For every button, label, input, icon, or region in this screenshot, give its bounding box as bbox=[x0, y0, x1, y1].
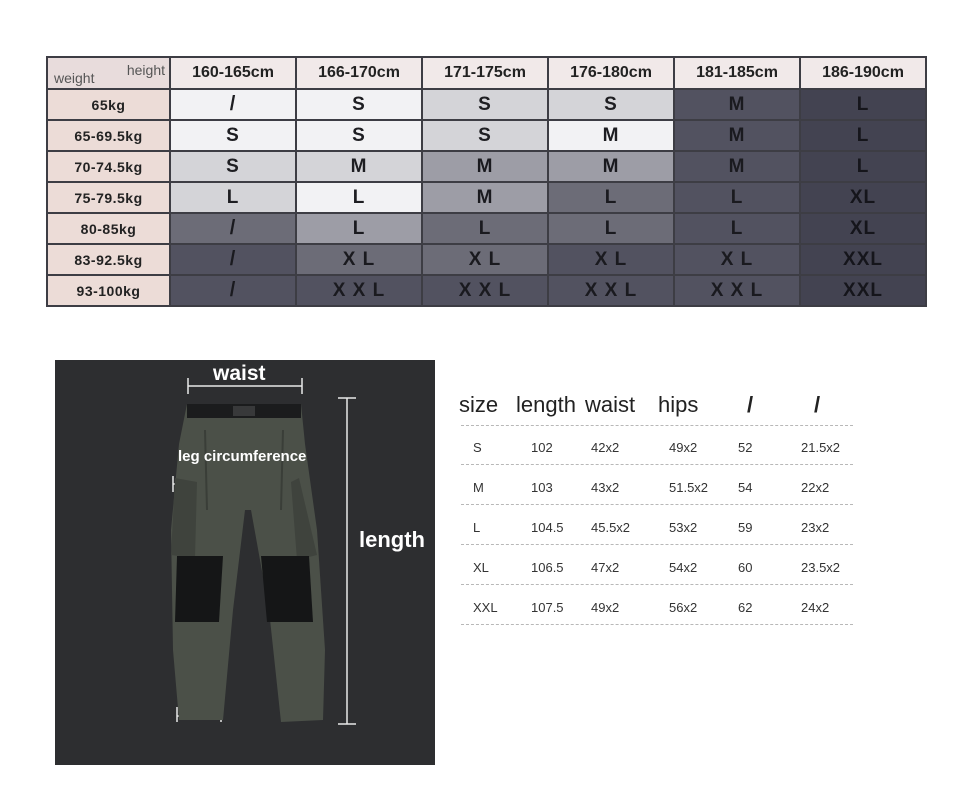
length-label: length bbox=[359, 527, 425, 552]
size-cell: / bbox=[170, 213, 296, 244]
spec-col5-cell: 52 bbox=[738, 440, 753, 455]
spec-size-cell: XL bbox=[473, 560, 489, 575]
size-cell: M bbox=[296, 151, 422, 182]
size-cell: L bbox=[800, 151, 926, 182]
spec-hips-cell: 53x2 bbox=[669, 520, 698, 535]
size-chart-row bbox=[47, 244, 926, 275]
size-cell: L bbox=[296, 213, 422, 244]
size-chart-row bbox=[47, 275, 926, 306]
size-cell: L bbox=[800, 120, 926, 151]
size-cell: M bbox=[674, 120, 800, 151]
size-cell: XXL bbox=[800, 244, 926, 275]
pants-photo bbox=[55, 360, 435, 765]
height-col-3: 171-175cm bbox=[422, 57, 548, 89]
spec-size-cell: L bbox=[473, 520, 481, 535]
spec-length-cell: 104.5 bbox=[531, 520, 564, 535]
size-cell: M bbox=[422, 182, 548, 213]
size-cell: / bbox=[170, 244, 296, 275]
size-cell: S bbox=[296, 89, 422, 120]
size-chart-corner bbox=[47, 57, 170, 89]
spec-table-row bbox=[461, 426, 853, 465]
size-chart-table bbox=[46, 56, 927, 307]
size-cell: M bbox=[548, 151, 674, 182]
size-cell: M bbox=[548, 120, 674, 151]
spec-table-row bbox=[461, 466, 853, 505]
size-cell: S bbox=[170, 151, 296, 182]
spec-size-cell: XXL bbox=[473, 600, 498, 615]
height-col-4: 176-180cm bbox=[548, 57, 674, 89]
spec-hips-cell: 56x2 bbox=[669, 600, 698, 615]
spec-waist-cell: 43x2 bbox=[591, 480, 620, 495]
spec-col6-cell: 23.5x2 bbox=[801, 560, 841, 575]
spec-col5-cell: 60 bbox=[738, 560, 753, 575]
spec-col6-cell: 24x2 bbox=[801, 600, 830, 615]
size-cell: M bbox=[674, 151, 800, 182]
corner-height-label: height bbox=[126, 62, 165, 78]
spec-col5-cell: 59 bbox=[738, 520, 753, 535]
spec-header-size: size bbox=[459, 392, 499, 417]
spec-header-waist: waist bbox=[585, 392, 636, 417]
size-cell: X L bbox=[296, 244, 422, 275]
size-cell: S bbox=[170, 120, 296, 151]
spec-table-row bbox=[461, 586, 853, 625]
size-chart-row bbox=[47, 213, 926, 244]
weight-row-label: 83-92.5kg bbox=[47, 244, 170, 275]
spec-hips-cell: 54x2 bbox=[669, 560, 698, 575]
size-cell: X X L bbox=[548, 275, 674, 306]
size-cell: L bbox=[800, 89, 926, 120]
spec-table-row bbox=[461, 546, 853, 585]
spec-header-length: length bbox=[516, 392, 576, 417]
size-cell: X X L bbox=[422, 275, 548, 306]
size-chart-header-row bbox=[47, 57, 926, 89]
size-cell: L bbox=[422, 213, 548, 244]
size-cell: X L bbox=[422, 244, 548, 275]
spec-waist-cell: 49x2 bbox=[591, 600, 620, 615]
weight-row-label: 80-85kg bbox=[47, 213, 170, 244]
size-cell: / bbox=[170, 275, 296, 306]
spec-col6-cell: 23x2 bbox=[801, 520, 830, 535]
size-cell: S bbox=[548, 89, 674, 120]
spec-hips-cell: 49x2 bbox=[669, 440, 698, 455]
length-measure-line bbox=[338, 398, 356, 724]
size-cell: L bbox=[674, 213, 800, 244]
spec-hips-cell: 51.5x2 bbox=[669, 480, 709, 495]
pants-illustration bbox=[55, 360, 435, 765]
length-label-wrap bbox=[359, 527, 435, 553]
size-cell: / bbox=[170, 89, 296, 120]
weight-row-label: 65-69.5kg bbox=[47, 120, 170, 151]
spec-length-cell: 102 bbox=[531, 440, 553, 455]
spec-length-cell: 103 bbox=[531, 480, 553, 495]
spec-waist-cell: 47x2 bbox=[591, 560, 620, 575]
spec-header-hips: hips bbox=[658, 392, 699, 417]
size-cell: X X L bbox=[674, 275, 800, 306]
size-cell: XL bbox=[800, 182, 926, 213]
spec-size-cell: S bbox=[473, 440, 482, 455]
spec-header-slash-2: / bbox=[814, 392, 821, 417]
size-cell: S bbox=[422, 89, 548, 120]
size-cell: L bbox=[674, 182, 800, 213]
spec-length-cell: 106.5 bbox=[531, 560, 564, 575]
size-cell: S bbox=[296, 120, 422, 151]
size-cell: S bbox=[422, 120, 548, 151]
size-chart-row bbox=[47, 89, 926, 120]
spec-size-cell: M bbox=[473, 480, 484, 495]
size-cell: L bbox=[548, 182, 674, 213]
spec-header-slash-1: / bbox=[747, 392, 754, 417]
leg-circumference-label: leg circumference bbox=[178, 448, 307, 465]
height-col-1: 160-165cm bbox=[170, 57, 296, 89]
size-chart-row bbox=[47, 151, 926, 182]
size-cell: L bbox=[548, 213, 674, 244]
spec-col5-cell: 54 bbox=[738, 480, 753, 495]
corner-weight-label: weight bbox=[54, 70, 95, 86]
size-chart-row bbox=[47, 120, 926, 151]
height-col-2: 166-170cm bbox=[296, 57, 422, 89]
spec-col5-cell: 62 bbox=[738, 600, 753, 615]
spec-waist-cell: 45.5x2 bbox=[591, 520, 631, 535]
size-cell: L bbox=[296, 182, 422, 213]
size-cell: X L bbox=[548, 244, 674, 275]
size-chart-body bbox=[47, 89, 926, 306]
weight-row-label: 65kg bbox=[47, 89, 170, 120]
spec-col6-cell: 21.5x2 bbox=[801, 440, 841, 455]
size-cell: X L bbox=[674, 244, 800, 275]
spec-table-row bbox=[461, 506, 853, 545]
height-col-6: 186-190cm bbox=[800, 57, 926, 89]
height-col-5: 181-185cm bbox=[674, 57, 800, 89]
weight-row-label: 75-79.5kg bbox=[47, 182, 170, 213]
size-cell: XL bbox=[800, 213, 926, 244]
spec-length-cell: 107.5 bbox=[531, 600, 564, 615]
size-cell: M bbox=[422, 151, 548, 182]
size-cell: X X L bbox=[296, 275, 422, 306]
spec-waist-cell: 42x2 bbox=[591, 440, 620, 455]
weight-row-label: 93-100kg bbox=[47, 275, 170, 306]
size-cell: XXL bbox=[800, 275, 926, 306]
waist-label: waist bbox=[213, 362, 266, 385]
spec-col6-cell: 22x2 bbox=[801, 480, 830, 495]
size-cell: L bbox=[170, 182, 296, 213]
size-chart-row bbox=[47, 182, 926, 213]
weight-row-label: 70-74.5kg bbox=[47, 151, 170, 182]
size-cell: M bbox=[674, 89, 800, 120]
